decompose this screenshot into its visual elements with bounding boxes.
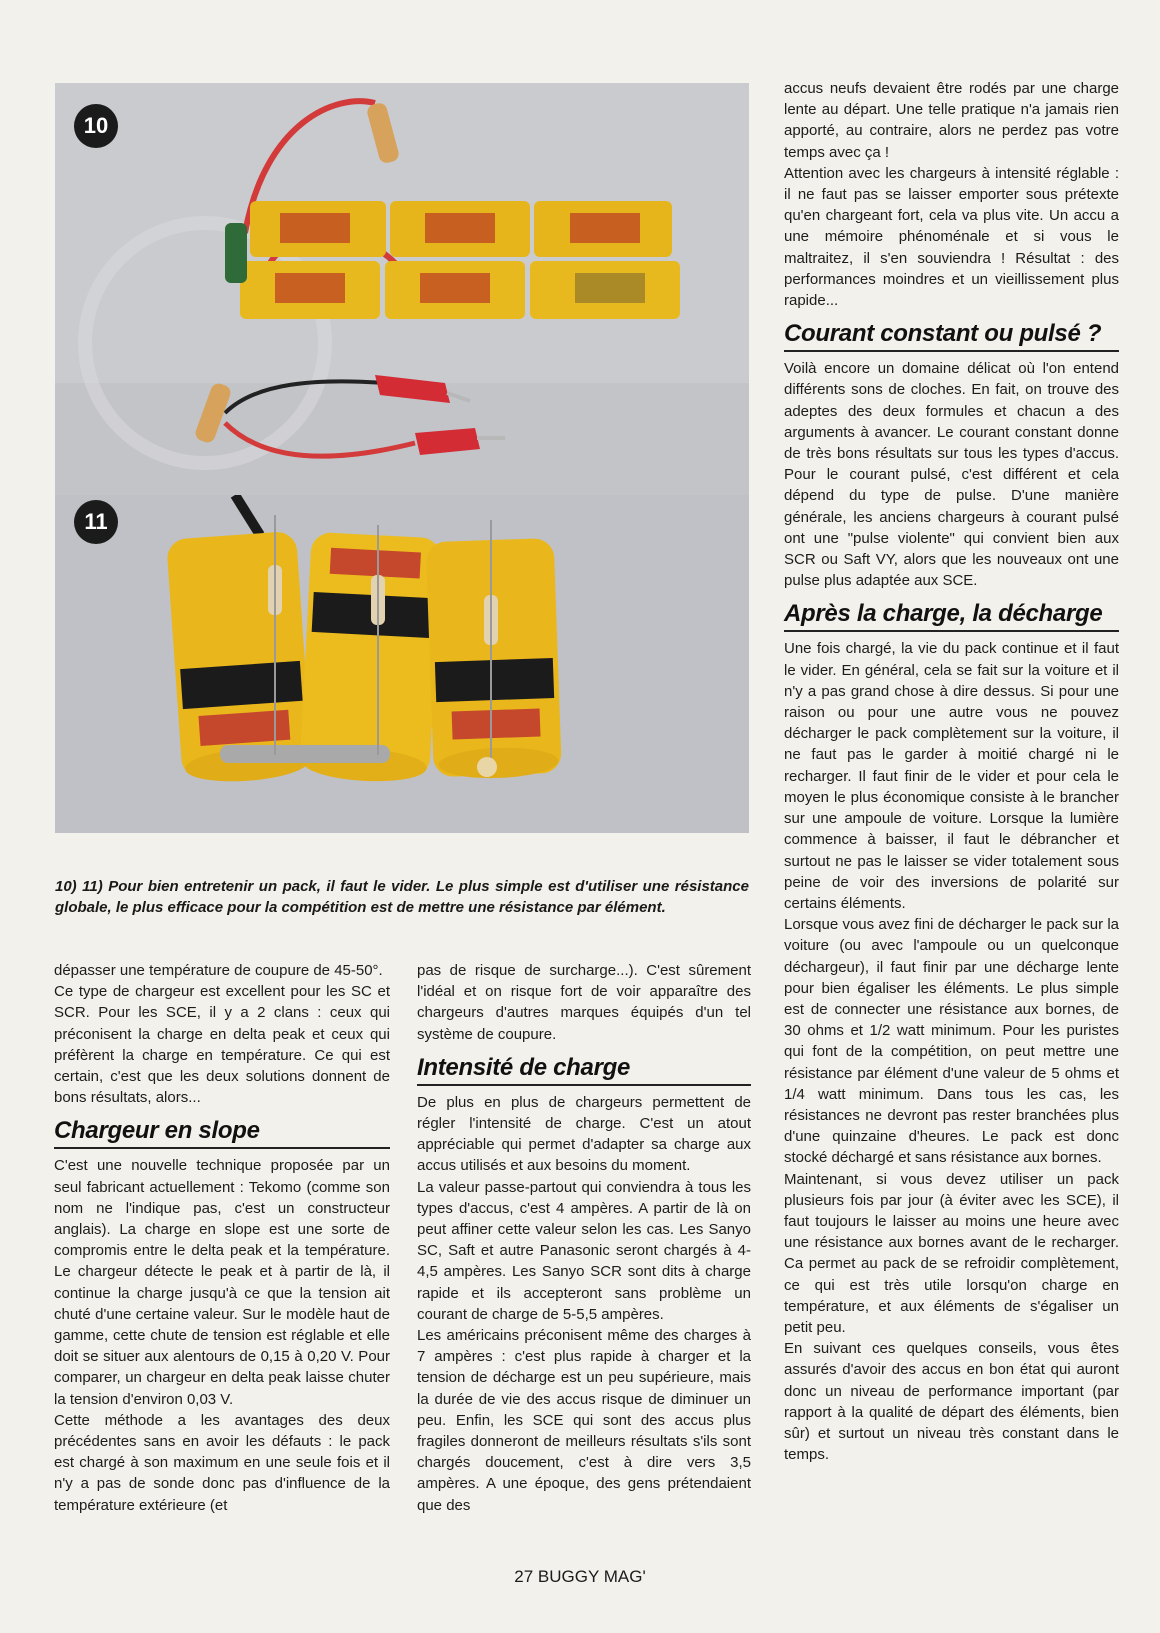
caption-text: Pour bien entretenir un pack, il faut le vider. Le plus simple est d'utiliser une résistance globale, le plus efficace pour la compétition est de mettre une résistance par élément. [55, 878, 749, 916]
paragraph: Maintenant, si vous devez utiliser un pack plusieurs fois par jour (à éviter avec les SCE), il faut toujours le laisser au moins une heure avec une résistance aux bornes avant de le recharger. Ca permet au pack de se refroidir complètement, ce qui est très utile lorsqu'on charge en température, et aux éléments de s'égaliser un petit peu. [784, 1170, 1119, 1336]
column-middle [417, 960, 751, 1516]
paragraph: La valeur passe-partout qui conviendra à tous les types d'accus, c'est 4 ampères. A partir de là on peut affiner cette valeur selon les cas. Les Sanyo SC, Saft et autre Panasonic seront chargés à 4-4,5 ampères. Les Sanyo SCR sont dits à charge rapide et ils accepteront sans problème un courant de charge de 5-5,5 ampères. [417, 1178, 751, 1323]
figure-caption [55, 876, 749, 918]
paragraph: pas de risque de surcharge...). C'est sûrement l'idéal et on risque fort de voir apparaître des chargeurs d'autres marques équipés d'un tel système de coupure. [417, 962, 751, 1043]
caption-figure-ids: 10) 11) [55, 878, 103, 895]
paragraph: En suivant ces quelques conseils, vous êtes assurés d'avoir des accus en bon état qui auront donc un niveau de performance important (par rapport à la qualité de départ des éléments, bien sûr) et surtout un niveau très constant dans le temps. [784, 1340, 1119, 1464]
paragraph: Une fois chargé, la vie du pack continue et il faut le vider. En général, cela se fait sur la voiture et il n'y a pas grand chose à dire dessus. Si pour une raison ou pour une autre vous ne pouvez décharger le pack complètement sur la voiture, il ne faut pas le garder à moitié chargé ni le recharger. Il faut finir de le vider et pour cela le moyen le plus économique consiste à le brancher sur une ampoule de voiture. Lorsque la lumière commence à baisser, il faut le débrancher et surtout ne pas le laisser se vider totalement sous peine de voir des inversions de polarité sur certains éléments. [784, 640, 1119, 912]
paragraph: Voilà encore un domaine délicat où l'on entend différents sons de cloches. En fait, on trouve des adeptes des deux formules et chacun a des arguments à avancer. Le courant constant donne de très bons résultats sur tous les types d'accus. Pour le courant pulsé, c'est différent et cela dépend du type de pulse. D'une manière générale, les anciens chargeurs à courant pulsé ont une "pulse violente" qui convient bien aux SCR ou Saft VY, alors que les nouveaux ont une pulse plus adaptée aux SCE. [784, 360, 1119, 590]
photo-cells-individual-resistors [55, 495, 749, 833]
paragraph: Lorsque vous avez fini de décharger le pack sur la voiture (ou avec l'ampoule ou un quelconque déchargeur), il faut finir par une décharge lente pour bien égaliser les éléments. Le plus simple est de connecter une résistance aux bornes, de 30 ohms et 1/2 watt minimum. Pour les puristes qui font de la compétition, on peut mettre une résistance par élément d'une valeur de 5 ohms et 1/4 watt minimum. Dans tous les cas, les résistances ne devront pas rester branchées plus d'une quinzaine d'heures. Le pack est donc stocké déchargé et sans résistance aux bornes. [784, 916, 1119, 1167]
paragraph: Attention avec les chargeurs à intensité réglable : il ne faut pas se laisser emporter sous prétexte qu'en chargeant fort, cela va plus vite. Un accu a une mémoire phénoménale et si vous le maltraitez, il s'en souviendra ! Résultat : des performances moindres et un vieillissement plus rapide... [784, 164, 1119, 310]
photo-battery-pack-global-resistor [55, 83, 749, 495]
paragraph: De plus en plus de chargeurs permettent de régler l'intensité de charge. C'est un atout appréciable qui permet d'adapter sa charge aux accus utilisés et aux besoins du moment. [417, 1093, 751, 1175]
figure-number-11: 11 [74, 500, 118, 544]
paragraph: dépasser une température de coupure de 45-50°. [54, 962, 383, 979]
paragraph: accus neufs devaient être rodés par une charge lente au départ. Une telle pratique n'a jamais rien apporté, au contraire, alors ne perdez pas votre temps avec ça ! [784, 80, 1119, 161]
column-left [54, 960, 390, 1516]
section-heading-intensite: Intensité de charge [417, 1053, 751, 1086]
page-footer: 27 BUGGY MAG' [514, 1567, 646, 1586]
figure-number-10: 10 [74, 104, 118, 148]
section-heading-courant: Courant constant ou pulsé ? [784, 319, 1119, 352]
column-right [784, 78, 1119, 1465]
section-heading-chargeur-slope: Chargeur en slope [54, 1116, 390, 1149]
paragraph: Les américains préconisent même des charges à 7 ampères : c'est plus rapide à charger et la tension de décharge est un peu supérieure, mais la durée de vie des accus risque de diminuer un peu. Enfin, les SCE qui sont des accus plus fragiles donneront de meilleurs résultats s'ils sont chargés doucement, c'est à dire vers 3,5 ampères. A une époque, des gens prétendaient que des [417, 1327, 751, 1514]
section-heading-decharge: Après la charge, la décharge [784, 599, 1119, 632]
paragraph: C'est une nouvelle technique proposée par un seul fabricant actuellement : Tekomo (comme son nom ne l'indique pas, c'est un constructeur anglais). La charge en slope est une sorte de compromis entre le delta peak et la température. Le chargeur détecte le peak et à partir de là, il continue la charge jusqu'à ce que la tension ait chuté d'une certaine valeur. Sur le modèle haut de gamme, cette chute de tension est réglable et elle doit se situer aux alentours de 0,15 à 0,20 V. Pour comparer, un chargeur en delta peak laisse chuter la tension d'environ 0,03 V. [54, 1157, 390, 1408]
paragraph: Ce type de chargeur est excellent pour les SC et SCR. Pour les SCE, il y a 2 clans : ceux qui préconisent la charge en delta peak et ceux qui préfèrent la charge en température. Ce qui est certain, c'est que les deux solutions donnent de bons résultats, alors... [54, 983, 390, 1107]
paragraph: Cette méthode a les avantages des deux précédentes sans en avoir les défauts : le pack est chargé à son maximum en une seule fois et il n'y a pas de sonde donc pas d'influence de la température extérieure (et [54, 1411, 390, 1514]
